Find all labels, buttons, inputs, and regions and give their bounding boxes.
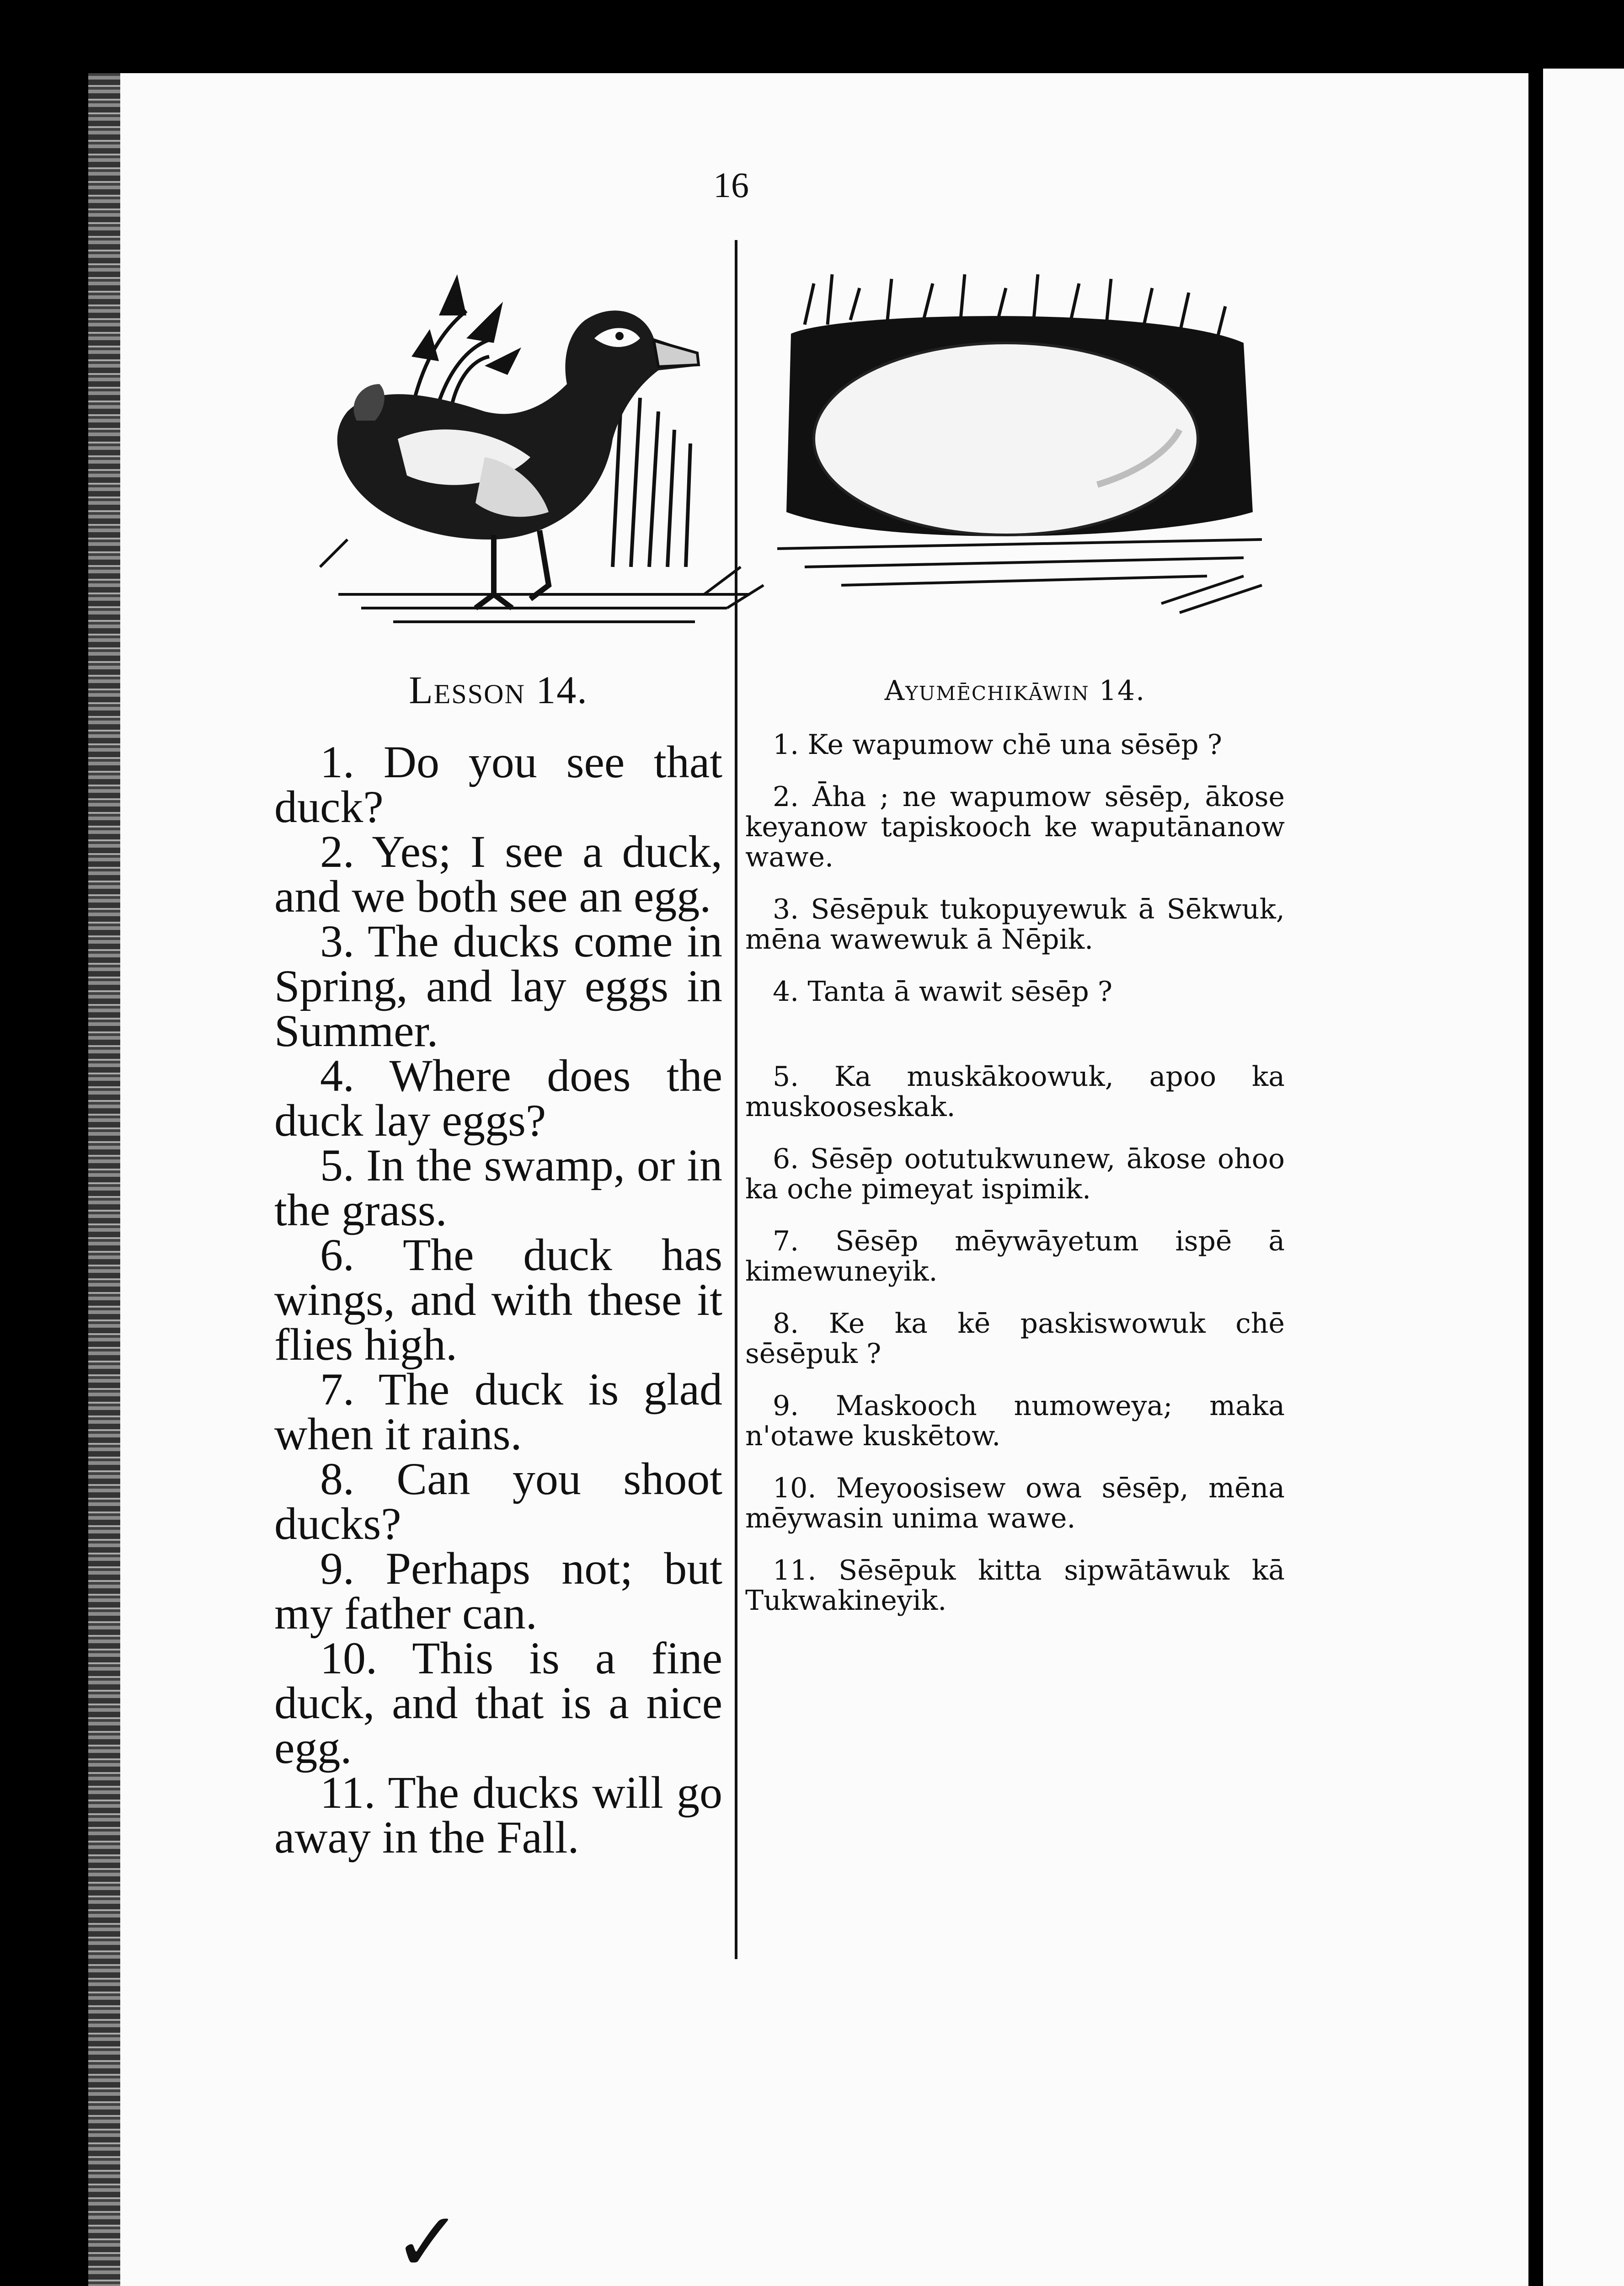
english-item-10: 10. This is a fine duck, and that is a nice egg. [274, 1633, 722, 1773]
cree-item-10: 10. Meyoosisew owa sēsēp, mēna mēywasin unima wawe. [745, 1472, 1285, 1534]
cree-item-9: 9. Maskooch numoweya; maka n'otawe kuskētow. [745, 1390, 1285, 1452]
cree-item-1: 1. Ke wapumow chē una sēsēp ? [773, 729, 1222, 761]
column-divider [735, 240, 737, 1959]
duck-illustration [293, 247, 800, 649]
cree-item-7: 7. Sēsēp mēywāyetum ispē ā kimewuneyik. [745, 1225, 1285, 1287]
cree-item-8: 8. Ke ka kē paskiswowuk chē sēsēpuk ? [745, 1308, 1285, 1370]
english-item-9: 9. Perhaps not; but my father can. [274, 1543, 722, 1639]
margin-check-mark: ✓ [393, 2197, 462, 2286]
english-item-11: 11. The ducks will go away in the Fall. [274, 1767, 722, 1863]
page-edge-shadow [88, 73, 120, 2286]
page-number: 16 [713, 165, 749, 205]
cree-item-3: 3. Sēsēpuk tukopuyewuk ā Sēkwuk, mēna wawewuk ā Nēpik. [745, 893, 1285, 956]
cree-item-6: 6. Sēsēp ootutukwunew, ākose ohoo ka oche pimeyat ispimik. [745, 1143, 1285, 1205]
cree-item-11: 11. Sēsēpuk kitta sipwātāwuk kā Tukwakineyik. [745, 1554, 1285, 1617]
english-item-4: 4. Where does the duck lay eggs? [274, 1050, 722, 1146]
english-item-6: 6. The duck has wings, and with these it flies high. [274, 1229, 722, 1370]
english-item-3: 3. The ducks come in Spring, and lay eggs in Summer. [274, 916, 722, 1056]
cree-lesson-heading: Ayumēchikāwin 14. [884, 675, 1146, 707]
cree-item-2: 2. Āha ; ne wapumow sēsēp, ākose keyanow tapiskooch ke waputānanow wawe. [745, 781, 1285, 873]
english-item-8: 8. Can you shoot ducks? [274, 1453, 722, 1549]
cree-column [745, 672, 1285, 1638]
egg-in-nest-illustration [750, 256, 1289, 649]
facing-page-strip [1543, 69, 1624, 2286]
english-item-7: 7. The duck is glad when it rains. [274, 1364, 722, 1459]
english-item-2: 2. Yes; I see a duck, and we both see an egg. [274, 826, 722, 922]
lesson-heading: Lesson 14. [409, 668, 588, 712]
english-item-5: 5. In the swamp, or in the grass. [274, 1140, 722, 1235]
english-column [274, 668, 722, 1863]
english-item-1: 1. Do you see that duck? [274, 737, 722, 832]
cree-item-5: 5. Ka muskākoowuk, apoo ka muskooseskak. [745, 1061, 1285, 1123]
cree-item-4: 4. Tanta ā wawit sēsēp ? [773, 976, 1112, 1008]
